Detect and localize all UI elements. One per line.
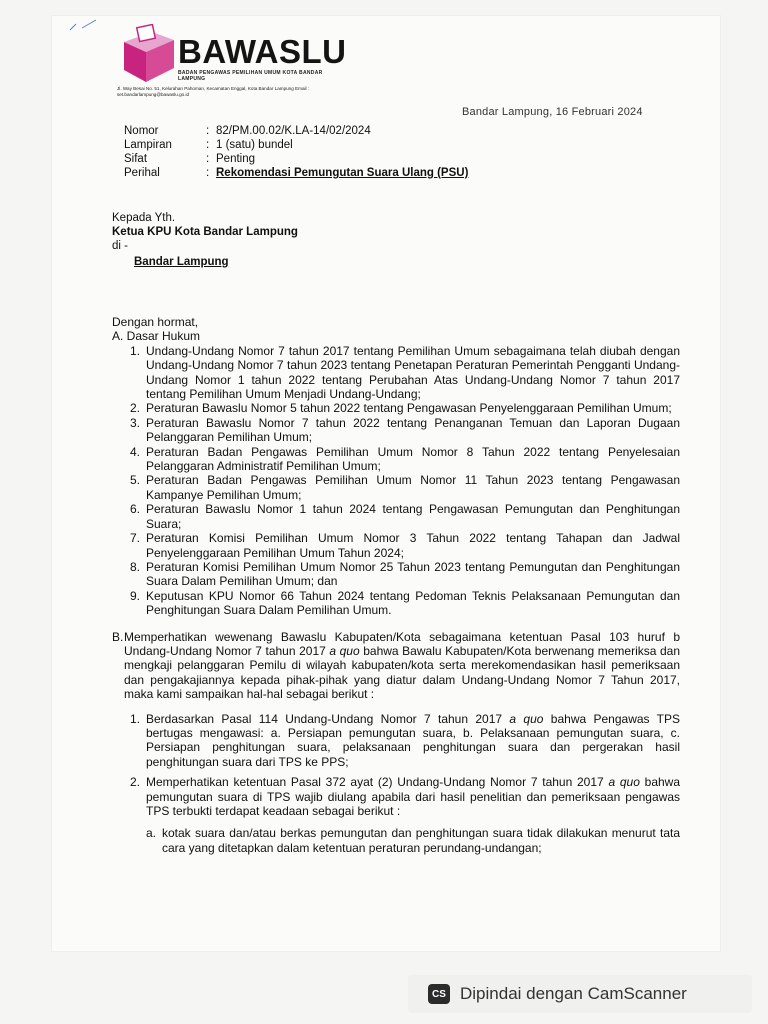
list-item: 2. Peraturan Bawaslu Nomor 5 tahun 2022 tentang Pengawasan Penyelenggaraan Pemilihan Umum;	[130, 401, 672, 416]
subject-value: Rekomendasi Pemungutan Suara Ulang (PSU)	[216, 167, 469, 179]
meta-label: Perihal	[124, 167, 160, 179]
section-b	[112, 630, 680, 702]
section-b-label: B.	[112, 629, 124, 644]
section-b-text: Memperhatikan wewenang Bawaslu Kabupaten/Kota sebagaimana ketentuan Pasal 103 huruf b Undang-Undang Nomor 7 tahun 2017 a quo bahwa Bawalu Kabupaten/Kota berwenang memeriksa dan mengkaji pelanggaran Pemilu di wilayah kabupaten/kota serta merekomendasikan hasil pemeriksaan dan pengakajiannya kepada pihak-pihak yang diatur dalam Undang-Undang Nomor 7 Tahun 2017, maka kami sampaikan hal-hal sebagai berikut :	[124, 629, 681, 702]
addressee-di: di -	[112, 240, 128, 252]
pen-mark	[68, 18, 98, 32]
list-item: 5. Peraturan Badan Pengawas Pemilihan Umum Nomor 11 Tahun 2023 tentang Pengawasan Kampanye Pemilihan Umum;	[130, 473, 680, 502]
brand-name: BAWASLU	[178, 33, 347, 70]
legal-basis-list	[112, 344, 680, 618]
list-item: 7. Peraturan Komisi Pemilihan Umum Nomor 3 Tahun 2022 tentang Tahapan dan Jadwal Penyelenggaraan Pemilihan Umum Tahun 2024;	[130, 531, 680, 560]
list-item: 8. Peraturan Komisi Pemilihan Umum Nomor 25 Tahun 2023 tentang Pemungutan dan Penghitungan Suara Dalam Pemilihan Umum; dan	[130, 559, 680, 589]
addressee-salutation: Kepada Yth.	[112, 212, 176, 224]
list-item: 1. Berdasarkan Pasal 114 Undang-Undang Nomor 7 tahun 2017 a quo bahwa Pengawas TPS bertugas mengawasi: a. Persiapan pemungutan suara, b. Pelaksanaan pemungutan suara, c. Persiapan penghitungan suara, pelaksanaan penghitungan suara dan pergerakan hasil penghitungan suara dari TPS ke PPS;	[130, 711, 680, 769]
letter-date: Bandar Lampung, 16 Februari 2024	[462, 106, 643, 118]
list-item: 2. Memperhatikan ketentuan Pasal 372 ayat (2) Undang-Undang Nomor 7 tahun 2017 a quo bahwa pemungutan suara di TPS wajib diulang apabila dari hasil penelitian dan pemeriksaan pengawas TPS terbukti terdapat keadaan sebagai berikut : a. kotak suara dan/atau berkas pemungutan dan penghitungan suara tidak dilakukan menurut tata cara yang ditetapkan dalam ketentuan peraturan perundang-undangan;	[130, 775, 681, 855]
meta-colon: :	[206, 139, 210, 151]
office-address: Jl. Way Besai No. 51, Kelurahan Pahoman, Kecamatan Enggal, Kota Bandar Lampung Email : set.bandarlampung@bawaslu.go.id	[117, 86, 310, 97]
meta-label: Sifat	[124, 153, 148, 165]
addressee-name: Ketua KPU Kota Bandar Lampung	[112, 226, 298, 238]
letter-body	[112, 315, 680, 861]
section-a-title: A. Dasar Hukum	[112, 329, 201, 344]
brand-subtitle: BADAN PENGAWAS PEMILIHAN UMUM KOTA BANDAR LAMPUNG	[178, 70, 323, 82]
meta-colon: :	[206, 153, 210, 165]
list-item: 9. Keputusan KPU Nomor 66 Tahun 2024 tentang Pedoman Teknis Pelaksanaan Pemungutan dan Penghitungan Suara Dalam Pemilihan Umum.	[130, 588, 680, 618]
letter-meta	[124, 124, 468, 180]
camscanner-text: Dipindai dengan CamScanner	[460, 984, 687, 1003]
considerations-list	[112, 712, 680, 856]
addressee-block	[112, 211, 298, 269]
meta-nomor	[124, 124, 468, 138]
bawaslu-logo	[116, 24, 178, 84]
meta-perihal	[124, 166, 468, 180]
meta-colon: :	[206, 167, 210, 179]
sub-item-a: a. kotak suara dan/atau berkas pemungutan dan penghitungan suara tidak dilakukan menurut tata cara yang ditetapkan dalam ketentuan peraturan perundang-undangan;	[146, 826, 680, 855]
meta-lampiran	[124, 138, 468, 152]
list-item: 1. Undang-Undang Nomor 7 tahun 2017 tentang Pemilihan Umum sebagaimana telah diubah dengan Undang-Undang Nomor 7 tahun 2023 tentang Penetapan Peraturan Pemerintah Pengganti Undang-Undang Nomor 1 tahun 2022 tentang Perubahan Atas Undang-Undang Nomor 7 tahun 2017 tentang Pemilihan Umum Menjadi Undang-Undang;	[130, 343, 680, 402]
meta-value: 82/PM.00.02/K.LA-14/02/2024	[216, 125, 371, 137]
meta-sifat	[124, 152, 468, 166]
list-item: 4. Peraturan Badan Pengawas Pemilihan Umum Nomor 8 Tahun 2022 tentang Penyelesaian Pelanggaran Administratif Pemilihan Umum;	[130, 444, 680, 474]
camscanner-watermark	[408, 975, 752, 1013]
meta-colon: :	[206, 125, 210, 137]
meta-label: Lampiran	[124, 139, 172, 151]
addressee-place: Bandar Lampung	[134, 256, 229, 268]
camscanner-icon: CS	[428, 984, 450, 1004]
meta-value: 1 (satu) bundel	[216, 139, 293, 151]
greeting: Dengan hormat,	[112, 315, 199, 329]
list-item: 3. Peraturan Bawaslu Nomor 7 tahun 2022 tentang Penanganan Temuan dan Laporan Dugaan Pelanggaran Pemilihan Umum;	[130, 415, 680, 445]
meta-value: Penting	[216, 153, 256, 165]
meta-label: Nomor	[124, 125, 159, 137]
list-item: 6. Peraturan Bawaslu Nomor 1 tahun 2024 tentang Pengawasan Pemungutan dan Penghitungan Suara;	[130, 502, 680, 531]
